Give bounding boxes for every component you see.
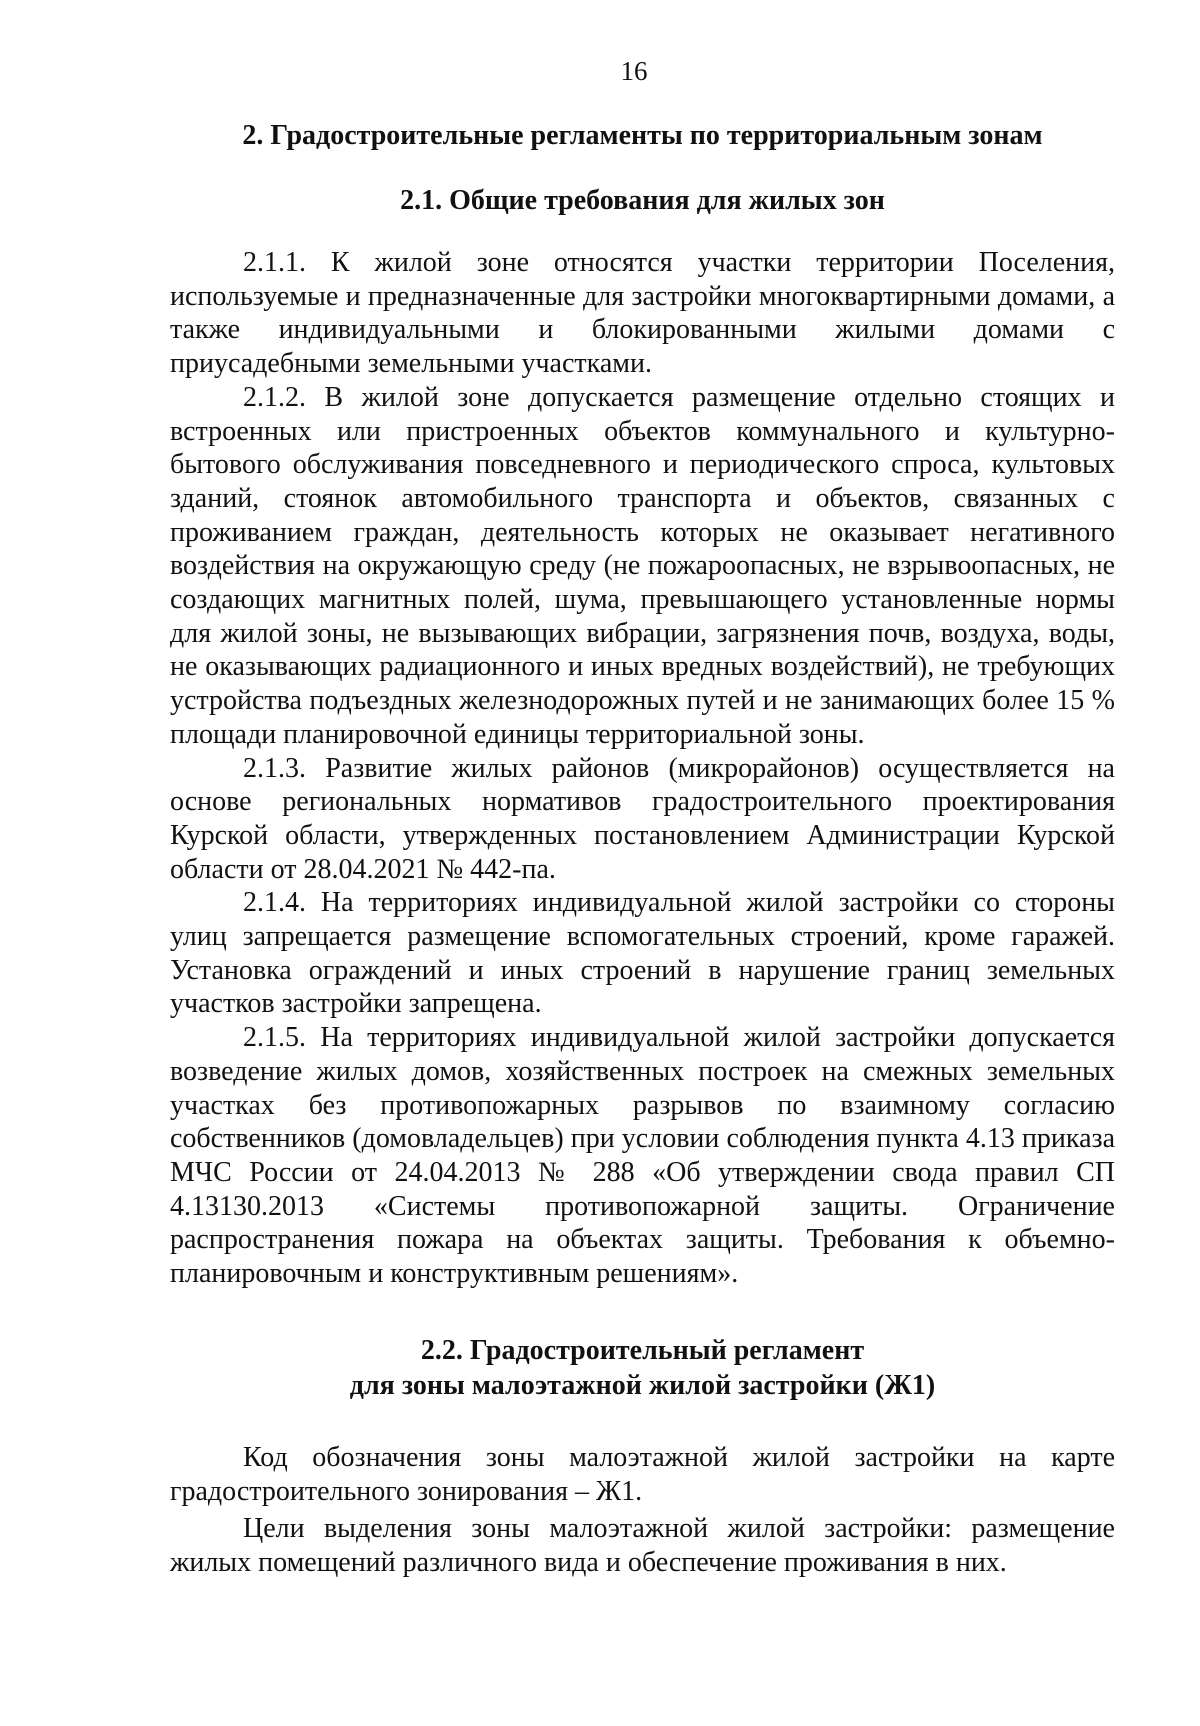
section-heading-line-2: для зоны малоэтажной жилой застройки (Ж1)	[349, 1369, 936, 1401]
zone-code-paragraph: Код обозначения зоны малоэтажной жилой застройки на карте градостроительного зонирования – Ж1.	[170, 1441, 1115, 1507]
zone-purpose-paragraph: Цели выделения зоны малоэтажной жилой застройки: размещение жилых помещений различного вида и обеспечение проживания в них.	[170, 1513, 1115, 1578]
paragraph-2-1-2: 2.1.2. В жилой зоне допускается размещение отдельно стоящих и встроенных или пристроенных объектов коммунального и культурно-бытового обслуживания повседневного и периодического спроса, культовых зданий, стоянок автомобильного транспорта и объектов, связанных с проживанием граждан, деятельность которых не оказывает негативного воздействия на окружающую среду (не пожароопасных, не взрывоопасных, не создающих магнитных полей, шума, превышающего установленные нормы для жилой зоны, не вызывающих вибрации, загрязнения почв, воздуха, воды, не оказывающих радиационного и иных вредных воздействий), не требующих устройства подъездных железнодорожных путей и не занимающих более 15 % площади планировочной единицы территориальной зоны.	[170, 381, 1115, 750]
paragraph-2-1-1: 2.1.1. К жилой зоне относятся участки территории Поселения, используемые и предназначенные для застройки многоквартирными домами, а также индивидуальными и блокированными жилыми домами с приусадебными земельными участками.	[170, 247, 1115, 380]
document-body	[170, 118, 1115, 1580]
paragraph-2-1-5: 2.1.5. На территориях индивидуальной жилой застройки допускается возведение жилых домов, хозяйственных построек на смежных земельных участках без противопожарных разрывов по взаимному согласию собственников (домовладельцев) при условии соблюдения пункта 4.13 приказа МЧС России от 24.04.2013 № 288 «Об утверждении свода правил СП 4.13130.2013 «Системы противопожарной защиты. Ограничение распространения пожара на объектах защиты. Требования к объемно-планировочным и конструктивным решениям».	[170, 1022, 1115, 1290]
section-heading-line-1: 2.2. Градостроительный регламент	[420, 1334, 865, 1366]
paragraph-2-1-3: 2.1.3. Развитие жилых районов (микрорайонов) осуществляется на основе региональных нормативов градостроительного проектирования Курской области, утвержденных постановлением Администрации Курской области от 28.04.2021 № 442-па.	[170, 752, 1115, 885]
page-number: 16	[620, 56, 648, 86]
subsection-heading: 2.1. Общие требования для жилых зон	[400, 185, 885, 216]
paragraph-2-1-4: 2.1.4. На территориях индивидуальной жилой застройки со стороны улиц запрещается размещение вспомогательных строений, кроме гаражей. Установка ограждений и иных строений в нарушение границ земельных участков застройки запрещена.	[170, 887, 1115, 1020]
section-heading	[170, 1333, 1115, 1403]
main-heading: 2. Градостроительные регламенты по территориальным зонам	[242, 120, 1043, 151]
